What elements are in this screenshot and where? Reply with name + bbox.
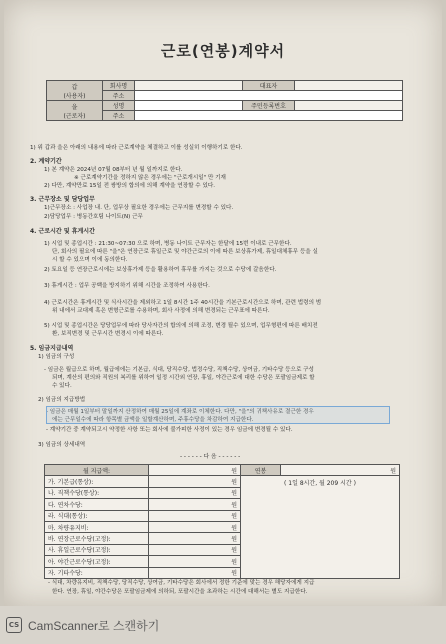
wage-item-unit: 원: [149, 533, 241, 544]
wage-item-name: 나. 직책수당(통상):: [45, 487, 149, 498]
employee-label: 을 (근로자): [47, 101, 103, 121]
body-line: - 임금은 매월 1일부터 말일까지 산정하여 매월 25일에 계좌로 이체한다. 다만, "을"의 귀책사유로 결근한 경우: [46, 409, 314, 415]
section-heading: 3. 근무장소 및 담당업무: [30, 196, 95, 203]
document-title: 근로(연봉)계약서: [160, 42, 286, 60]
body-line: ※ 근로계약기간을 정하지 않은 경우에는 "근로개시일" 만 기재: [74, 175, 226, 181]
employer-address-value: [135, 91, 403, 101]
wage-item-name: 자. 기타수당:: [45, 567, 149, 578]
closing-line: - 식대, 차량유지비, 직책수당, 당직수당, 상여금, 기타수당은 회사에서 정한 기준에 맞는 경우 해당자에게 지급: [48, 580, 315, 586]
resident-no-value: [295, 101, 403, 111]
parties-table: [46, 80, 403, 121]
wage-side-panel: [241, 476, 400, 579]
body-line: - 계약기간 중 계약되고시 약정한 사항 또는 회사에 불가피한 사정이 있는 경우 임금에 변경될 수 있다.: [46, 427, 293, 433]
wage-item-name: 마. 차량유지비:: [45, 521, 149, 532]
body-line: 1) 위 갑과 을은 아래의 내용에 따라 근로계약을 체결하고 이를 성실히 이행하기로 한다.: [30, 145, 243, 151]
body-line: 되며, 계산의 편의와 직원의 복리를 위하여 일정 시간외 연장, 휴일, 야간근로에 대한 수당은 포괄임금제로 할: [52, 375, 315, 381]
representative-value: [295, 81, 403, 91]
employee-address-value: [135, 111, 403, 121]
section-heading: 5. 임금지급내역: [30, 345, 74, 352]
wage-item-unit: 원: [149, 499, 241, 510]
wage-item-unit: 원: [149, 510, 241, 521]
section-heading: 2. 계약기간: [30, 158, 62, 165]
body-line: 1) 임금의 구성: [38, 354, 75, 360]
wage-header-name: 월 지급액:: [45, 465, 149, 476]
wage-item-unit: 원: [149, 487, 241, 498]
body-line: 환, 보직변경 및 근무시간 변경시 이에 따른다.: [52, 331, 164, 337]
wage-item-name: 바. 연장근로수당(고정):: [45, 533, 149, 544]
employee-address-label: 주소: [103, 111, 135, 121]
annual-unit: 원: [281, 465, 400, 476]
wage-center-label: - - - - - - 다 음 - - - - - -: [180, 454, 241, 460]
company-name-value: [135, 81, 243, 91]
body-line: - 임금은 월급으로 하며, 월급에에는 기본급, 식대, 당직수당, 법정수당, 직책수당, 상여금, 기타수당 등으로 구성: [44, 367, 314, 373]
contract-page: [4, 0, 442, 606]
wage-item-unit: 원: [149, 556, 241, 567]
employer-label: 갑 (사용자): [47, 81, 103, 101]
body-line: 에는 근무일수에 따라 항목별 금액을 일할계산하며, 주휴수당을 차감하여 지급한다.: [52, 417, 254, 423]
camscanner-logo-icon: CS: [6, 617, 22, 633]
wage-item-name: 라. 식대(통상):: [45, 510, 149, 521]
wage-item-unit: 원: [149, 544, 241, 555]
section-heading: 4. 근로시간 및 휴게시간: [30, 228, 95, 235]
wage-table: [44, 464, 400, 579]
employee-name-label: 성명: [103, 101, 135, 111]
wage-item-unit: 원: [149, 476, 241, 487]
body-line: 3) 임금의 상세내역: [38, 442, 86, 448]
body-line: 1) 본 계약은 2024년 07월 08부터 년 월 일까지로 한다.: [44, 167, 183, 173]
camscanner-label: CamScanner로 스캔하기: [28, 618, 160, 633]
annual-label: 연봉: [241, 465, 281, 476]
body-line: 위 내에서 교대제 혹은 변형근로를 수용하며, 회사 사정에 의해 변경되는 근무표에 따른다.: [52, 308, 270, 314]
scanner-footer: [0, 606, 446, 644]
resident-no-label: 주민등록번호: [243, 101, 295, 111]
wage-item-name: 아. 야간근로수당(고정):: [45, 556, 149, 567]
body-line: 2) 다만, 계약만료 15일 전 쌍방의 합의에 의해 계약을 연장할 수 있다.: [44, 183, 216, 189]
body-line: 4) 근로시간은 휴게시간 및 식사시간을 제외하고 1일 8시간 1주 40시간을 기본근로시간으로 하며, 관련 법령의 범: [44, 300, 322, 306]
body-line: 5) 시업 및 종업시간은 당당업무에 따라 당사자간의 합의에 의해 조정, 변경 될수 있으며, 업무형편에 따른 배치전: [44, 323, 318, 329]
body-line: 2)담당업무 : 병동간호팀 나이트(N) 근무: [44, 214, 143, 220]
body-line: 1) 시업 및 종업시간 : 21:30~07:30 으로 하며, 병동 나이트 근무자는 한달에 15번 이내로 근무한다.: [44, 241, 292, 247]
wage-row: [45, 476, 400, 487]
body-line: 시 할 수 있으며 이에 동의한다.: [52, 257, 128, 263]
body-line: 단, 회사의 필요에 따른 "을"은 연장근로 휴일근로 및 야간근로의 이에 따른 보상휴가제, 휴일대체휴무 등을 실: [52, 249, 318, 255]
wage-item-unit: 원: [149, 567, 241, 578]
wage-item-name: 가. 기본급(통상):: [45, 476, 149, 487]
body-line: 2) 토요일 등 연장근로시에는 보상휴가제 등을 활용하여 휴무를 가지는 것으로 수당에 갈음한다.: [44, 267, 277, 273]
employer-address-label: 주소: [103, 91, 135, 101]
employee-name-value: [135, 101, 243, 111]
wage-item-name: 다. 연차수당:: [45, 499, 149, 510]
body-line: 1)근무장소 : 사업장 내. 단, 업무상 필요한 경우에는 근무지를 변경할 수 있다.: [44, 205, 234, 211]
wage-item-unit: 원: [149, 521, 241, 532]
closing-line: 한다. 연장, 휴일, 야간수당은 포괄임금제에 의하되, 포괄시간을 초과하는 시간에 대해서는 별도 지급한다.: [52, 589, 308, 595]
body-line: 2) 임금의 지급방법: [38, 397, 86, 403]
company-name-label: 회사명: [103, 81, 135, 91]
body-line: 수 있다.: [52, 383, 72, 389]
body-line: 3) 휴게시간 : 업무 공백을 방지하기 위해 시간을 조정하여 사용한다.: [44, 283, 210, 289]
representative-label: 대표자: [243, 81, 295, 91]
highlight-box: [46, 406, 390, 424]
wage-item-name: 사. 휴일근로수당(고정):: [45, 544, 149, 555]
wage-header-unit: 원: [149, 465, 241, 476]
hours-note: ( 1일 8시간, 월 209 시간 ): [284, 480, 356, 488]
